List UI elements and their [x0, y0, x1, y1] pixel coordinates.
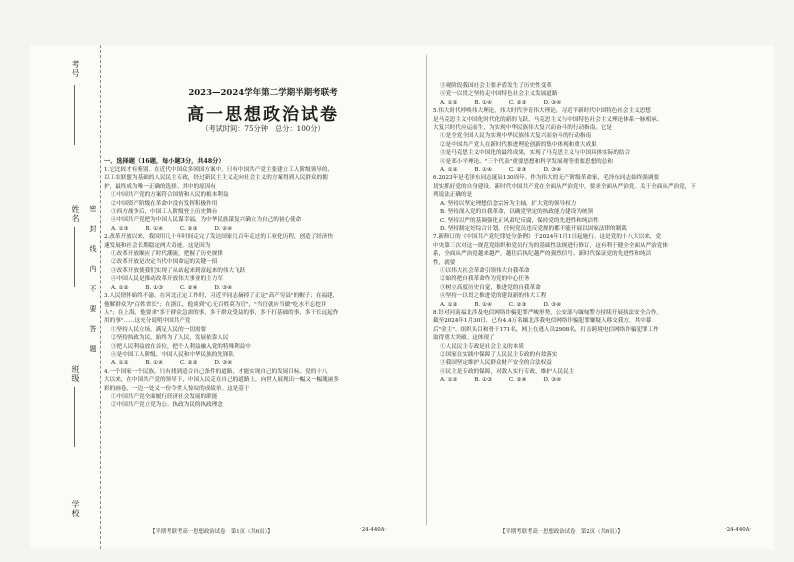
right-col-line: ③我国坚定维护人民群众财产安全的合法权益 [440, 360, 552, 367]
right-col-line: 5.伟大时代呼唤伟大理论，伟大时代孕育伟大理论。习近平新时代中国特色社会主义思想 [433, 108, 651, 115]
right-col-line: 切实抓好党的自身建设。新时代中国共产党在全面从严治党中，要求全面从严治党。关于全面从严治党，下 [433, 183, 696, 190]
school-label: 学校 [71, 500, 80, 518]
right-col-line: 系，全面从严治党越来越严，越往后执纪越严的强烈信号。新时代保证党的先进性和纯洁 [433, 251, 652, 258]
left-col-line: ④中国共产党把为中国人民谋幸福，为中华民族谋复兴确立为自己的初心使命 [111, 217, 302, 224]
right-col-line: ④坚持一以贯之推进党的建设新的伟大工程 [440, 293, 547, 300]
left-col-line: ②中国资产阶级在革命中没有发挥积极作用 [111, 200, 218, 207]
right-col-line: A. ①② B. ①④ C. ②③ D. ③④ [440, 301, 562, 308]
right-col-line: A. ①② B. ①④ C. ②③ D. ③④ [440, 167, 562, 174]
right-col-line: 截至2024年1月30日，已有4.4万名缅北涉我电信网络诈骗犯罪嫌疑人移交我方，其中幕 [433, 318, 652, 325]
left-col-line: A. ①② B. ①④ C. ②③ D. ③④ [111, 360, 233, 367]
left-col-line: ②坚持执政为民，始终为了人民，发展依靠人民 [111, 335, 229, 342]
right-col-line: ③是马克思主义中国化的最终成果，实现了马克思主义与中国具体实际的结合 [440, 150, 631, 157]
right-col-line: 是马克思主义中国化时代化的新的飞跃，马克思主义与中国特色社会主义理论体系一脉相承。 [433, 116, 663, 123]
right-col-line: 8.针对河南福北涉及电信网络诈骗犯罪严峻形势，公安部与缅甸警方持续开展执法安全合作。 [433, 309, 663, 316]
right-col-line: 6.2023年是毛泽东同志诞辰130周年。作为伟大的无产阶级革命家，毛泽东同志始终强调要 [433, 175, 660, 182]
right-col-line: ①以伟大社会革命引领伟大自我革命 [440, 267, 530, 274]
left-col-line: 2.改革开放以来，我国用几十年时间走完了发达国家几百年走过的工业化历程，创造了经济快 [104, 234, 334, 241]
left-col-line: 护，最终成为唯一正确的选择。其中的原因有 [104, 183, 216, 190]
left-col-line: ②中国共产党立党为公、执政为民的执政理念 [111, 402, 223, 409]
footer-right-code: ·24-440A· [725, 527, 752, 533]
exam-meta: （考试时间：75分钟 总分：100分） [201, 124, 325, 133]
left-col-line: ①中国共产党的方案符合国情和人民的根本利益 [111, 192, 229, 199]
right-col-line: ③观阶段我国社会主要矛盾发生了历史性变革 [440, 83, 552, 89]
left-col-line: 大以来，在中国共产党的领导下，中国人民走在自己的道路上，向世人展现出一幅又一幅瑰丽多 [104, 377, 339, 384]
right-col-line: ④是邓小平理论、"三个代表"重要思想和科学发展观等重要思想的总和 [440, 158, 613, 165]
right-col-line: 中央第三次对这一规范党组织和党员行为的基础性法规进行修订，这有利于健全全面从严治党体 [433, 242, 668, 249]
right-col-line: C. 坚持以严的基调强化正风肃纪反腐，保持党的先进性和纯洁性 [440, 217, 599, 224]
left-col-line: ③西方战争后，中国工人阶级登上历史舞台 [111, 209, 218, 216]
left-col-line: 彩的画卷，一边一处又一份令世人惊叹的成绩单。这是基于 [104, 385, 250, 392]
exam-title-main: 高一思想政治试卷 [187, 105, 339, 125]
left-col-line: ①中国共产党全面履行经济社会发展的职能 [111, 393, 218, 400]
binding-margin [30, 45, 101, 549]
left-col-line: 速发展和社会长期稳定两大奇迹。这是因为 [104, 242, 211, 249]
right-col-line: ①是全党全国人民为实现中华民族伟大复兴而奋斗的行动指南 [440, 133, 592, 140]
left-col-line: 4.一个国家一个民族，只有找到适合自己条件的道路，才能实现自己的发展目标。党的十八 [104, 368, 328, 375]
left-col-line: ④中国人民是推动改革开放伟大事业的主力军 [111, 276, 223, 283]
right-col-line: ②始终把自我革命作为党的中心任务 [440, 276, 530, 283]
right-col-line: 列说法正确的是 [433, 192, 473, 199]
right-col-line: A. ①② B. ①④ C. ②③ D. ③④ [440, 99, 562, 106]
right-col-line: ④民主是专政的保障，对敌人实行专政，维护人民民主 [440, 368, 575, 375]
right-col-line: 性，就要 [433, 259, 456, 266]
right-col-line: A. ①② B. ①③ C. ②④ D. ③④ [440, 377, 562, 384]
footer-left-code: ·24-440A· [360, 527, 387, 533]
left-col-line: 他解群众为"百姓省长"；在浙江，他谈到"心无百姓莫为官"，"当官就应当做"吃水不忘挖井 [104, 301, 327, 308]
class-line [74, 387, 75, 447]
footer-left: 【半期考联考高一思想政治试卷 第1页（共6页）】 [150, 529, 273, 535]
right-col-line: ③树立高度历史自觉，推进党的自我革命 [440, 284, 541, 291]
left-col-line: 人"；在上海，他要求"多干群众急需的事，多干群众受益的事，多干打基础的事，多干长远起作 [104, 309, 339, 316]
right-col-line: B. 坚持深入党的自我革命，以确党坚定的执政能力建设为统领 [440, 209, 594, 216]
right-column [433, 82, 771, 385]
left-col-line: ①坚持人民立场，满足人民的一切需要 [111, 326, 207, 333]
exam-number-label: 考号 [71, 60, 80, 78]
column-divider [426, 55, 427, 525]
right-col-line: 后"金主"、组织头目和骨干171名，网上在逃人员2908名，打击跨境电信网络诈骗犯罪工作 [433, 326, 659, 333]
left-col-line: ③把人民利益放在首位，把个人利益融入党的特殊利益中 [111, 343, 251, 350]
right-col-line: 取得重大突破。这体现了 [433, 335, 495, 342]
left-col-line: ④是中国工人阶级、中国人民和中华民族的先锋队 [111, 351, 235, 358]
right-col-line: ②是中国共产党人在新时代推进理论创新的集中体现和重大成果 [440, 141, 597, 148]
name-label: 姓名 [71, 205, 80, 223]
right-col-line: 7.新修订的《中国共产党纪律处分条例》于2024年1月1日起施行。这是党的十八大以来，党 [433, 234, 662, 241]
footer-right: 【半期考联考高一思想政治试卷 第2页（共6页）】 [500, 529, 623, 535]
seal-warning: 密 封 线 内 不 要 答 题 [89, 205, 97, 355]
left-col-line: ①改革开放顺应了时代潮流，把握了历史规律 [111, 251, 223, 258]
name-line [74, 227, 75, 287]
left-col-line: 1.它比较才有鉴别。在近代中国众多困国方案中，只有中国共产党主张建立工人阶级领导的、 [104, 167, 334, 173]
left-col-line: 用的事"……这充分说明中国共产党 [104, 318, 191, 325]
right-col-line: A. 坚持以坚定理想信念宗旨为主轴，扩大党的领导权力 [440, 200, 577, 207]
right-col-line: D. 坚持制定好综合计划，任何党员违反党规的都不能开展以国家法律的制裁 [440, 225, 627, 232]
left-col-line: A. ①② B. ①③ C. ②④ D. ③④ [111, 284, 233, 291]
right-col-line: ①人民民主专政是社会主义的本质 [440, 343, 524, 350]
right-col-line: 大复兴时代应运而生，为实现中华民族伟大复兴而奋斗的行动指南。它是 [433, 125, 613, 132]
section-heading: 一、选择题（16题，每小题3分，共48分） [104, 158, 225, 165]
left-col-line: 以工农联盟为基础的人民民主专政，经过新民主主义走向社会主义的方案得到人民群众的拥 [104, 175, 328, 182]
left-col-line: 3.人民情怀始终不渝。在河北正定工作时，习近平同志摘掉了正定"高产穷县"的帽子；在福建， [104, 293, 339, 300]
left-col-line: ③改革开放使我们实现了从站起来到富起来的伟大飞跃 [111, 267, 246, 274]
left-column [104, 166, 422, 410]
right-col-line: ②国家在实践中保障了人民民主专政的有效落实 [440, 352, 558, 358]
exam-title-line: 2023—2024学年第二学期半期考联考 [188, 88, 338, 98]
class-label: 班级 [71, 365, 80, 383]
left-col-line: A. ①③ B. ①④ C. ②③ D. ②④ [111, 225, 233, 232]
right-col-line: ④党一以贯之坚持走中国特色社会主义发展道路 [440, 91, 558, 98]
left-col-line: ②改革开放是决定当代中国命运的关键一招 [111, 259, 218, 266]
exam-number-line [74, 85, 75, 145]
